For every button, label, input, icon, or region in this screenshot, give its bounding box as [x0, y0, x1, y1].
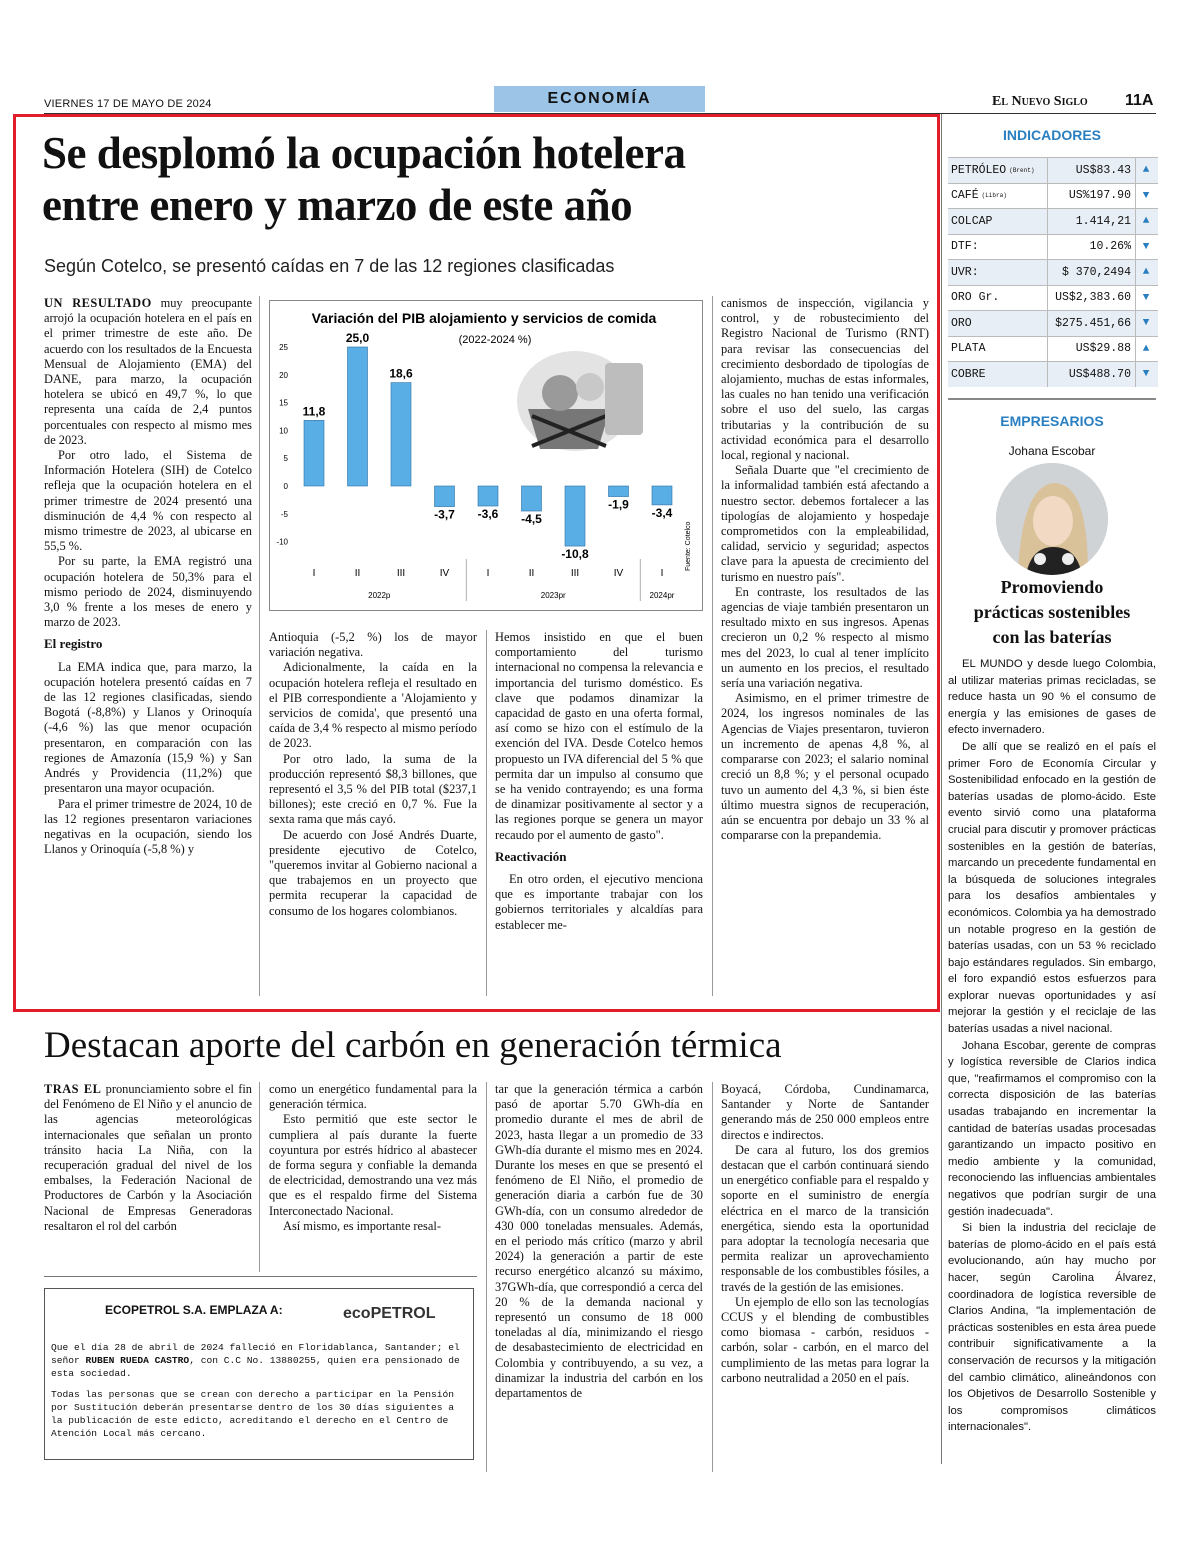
- paragraph: En contraste, los resultados de las agencias de viaje también presentaron un resultado mixto en sus ingresos. Apenas crecieron un 0,2 % respecto al mismo mes del 2023, lo cual al tener implícito un aumento en los precios, el resultado sería una variación negativa.: [721, 584, 929, 691]
- paragraph: Por otro lado, la suma de la producción representó $8,3 billones, que representó el 3,5 % del PIB total ($237,1 billones); este creció en 0,7 %. Fue la sexta rama que más cayó.: [269, 751, 477, 827]
- group-label: 2023pr: [540, 591, 566, 600]
- x-tick-label: II: [528, 568, 535, 579]
- indicator-row: [948, 183, 1158, 209]
- chart-y-axis: [276, 343, 288, 547]
- chart-x-axis: [313, 559, 675, 601]
- chart-subtitle: (2022-2024 %): [458, 334, 532, 346]
- article1-column-4: [721, 296, 929, 843]
- arrow-up-icon: ▲: [1142, 215, 1150, 228]
- indicator-name: COLCAP: [948, 209, 1048, 234]
- article2-column-4: [721, 1082, 929, 1386]
- chart-bar: [435, 486, 455, 507]
- indicator-name: ORO Gr.: [948, 286, 1048, 311]
- indicator-row: [948, 361, 1158, 387]
- indicator-row: [948, 336, 1158, 362]
- arrow-up-icon: ▲: [1142, 266, 1150, 279]
- subhead: Reactivación: [495, 848, 567, 864]
- column-divider: [486, 630, 487, 996]
- indicator-value: $ 370,2494: [1048, 260, 1136, 285]
- paragraph: Para el primer trimestre de 2024, 10 de las 12 regiones presentaron variaciones negativas en la ocupación, siendo los Llanos y Orinoquía (-5,8 %) y: [44, 796, 252, 857]
- ad-divider: [44, 1276, 477, 1277]
- arrow-down-icon: ▼: [1142, 368, 1150, 381]
- x-tick-label: I: [486, 568, 490, 579]
- basket-illustration: [517, 351, 643, 451]
- author-photo: [996, 463, 1108, 575]
- issue-date: VIERNES 17 DE MAYO DE 2024: [44, 98, 212, 110]
- y-tick-label: -5: [280, 509, 288, 519]
- arrow-down-icon: ▼: [1142, 291, 1150, 304]
- indicator-row: [948, 285, 1158, 311]
- paragraph: En otro orden, el ejecutivo menciona que es importante trabajar con los gobiernos territoriales y alcaldías para establecer me-: [495, 872, 703, 932]
- notice-paragraph: Todas las personas que se crean con derecho a participar en la Pensión por Sustitución deberán presentarse dentro de los 30 días siguientes a la publicación de este edicto, acreditando el derecho en el Centro de Atención Local más cercano.: [51, 1389, 455, 1439]
- article1-column-3: [495, 630, 703, 933]
- data-label: 25,0: [345, 331, 370, 345]
- article2-column-1: [44, 1082, 252, 1234]
- portrait-image: [996, 463, 1108, 575]
- article1-column-1: [44, 296, 252, 857]
- paragraph: tar que la generación térmica a carbón pasó de aportar 5.70 GWh-día en promedio durante el mes de abril de 2023, hasta llegar a un promedio de 33 GWh-día durante el mismo mes en 2024. Durante los meses en que se presentó el fenómeno de El Niño, el promedio de generación diaria a carbón fue de 30 GWh-día, con un consumo alrededor de 430 000 toneladas mensuales. Además, en el periodo más crítico (marzo y abril 2024) la generación a partir de este recurso energético alcanzó su máximo, 37GWh-día, que correspondió a cerca del 20 % de la demanda nacional y representó un consumo de 18 000 toneladas al día, minimizando el riesgo de desabastecimiento de electricidad en Colombia y contribuyendo, a su vez, a dinamizar la industria del carbón en los departamentos de: [495, 1082, 703, 1401]
- subhead: El registro: [44, 636, 103, 652]
- data-label: 18,6: [389, 366, 413, 381]
- headline-line-1: Se desplomó la ocupación hotelera: [42, 128, 686, 178]
- paragraph: Boyacá, Córdoba, Cundinamarca, Santander y Norte de Santander generando más de 250 000 empleos entre directos e indirectos.: [721, 1082, 929, 1142]
- indicator-row: [948, 157, 1158, 183]
- sidebar-body: [948, 656, 1156, 1436]
- sidebar-rule: [948, 398, 1156, 400]
- data-label: -10,8: [561, 547, 589, 562]
- x-tick-label: IV: [613, 568, 624, 579]
- column-divider: [486, 1082, 487, 1472]
- indicator-row: [948, 208, 1158, 234]
- data-label: -1,9: [608, 497, 629, 512]
- paragraph: La EMA indica que, para marzo, la ocupación hotelera presentó caídas en 7 de las 12 regiones clasificadas, siendo Bogotá (-8,8%) y Llanos y Orinoquía (-4,6 %) las que menor ocupación presentaron, en comparación con las regiones de Amazonía (15,9 %) y San Andrés y Providencia (11,2%) que presentaron una mayor ocupación.: [44, 659, 252, 796]
- indicator-row: [948, 310, 1158, 336]
- x-tick-label: I: [660, 568, 664, 579]
- indicator-value: US$488.70: [1048, 362, 1136, 387]
- x-tick-label: III: [396, 568, 406, 579]
- arrow-down-icon: ▼: [1142, 317, 1150, 330]
- paragraph: Antioquia (-5,2 %) los de mayor variación negativa.: [269, 630, 477, 660]
- paragraph: Un ejemplo de ello son las tecnologías CCUS y el blending de combustibles como biomasa - carbón, residuos - carbón, solar - carbón, en el marco del cumplimiento de las metas para lograr la carbono neutralidad a 2050 en el país.: [721, 1294, 929, 1385]
- arrow-down-icon: ▼: [1142, 240, 1150, 253]
- paragraph: Por otro lado, el Sistema de Información Hotelera (SIH) de Cotelco refleja que la ocupación hotelera en el primer trimestre de 2024 presentó una disminución de 4,4 % con respecto al mismo trimestre de 2023, al ubicarse en 55,5 %.: [44, 448, 252, 554]
- lead-in: UN RESULTADO: [44, 296, 152, 310]
- paragraph: EL MUNDO y desde luego Colombia, al utilizar materias primas recicladas, se reduce hasta un 90 % el consumo de energía y las emisiones de gases de efecto invernadero.: [948, 658, 1156, 737]
- chart-bar: [348, 347, 368, 486]
- chart-bar: [565, 486, 585, 546]
- article2-headline: Destacan aporte del carbón en generación térmica: [44, 1025, 782, 1066]
- notice-paragraph: Que el día 28 de abril de 2024 falleció en Floridablanca, Santander; el señor RUBEN RUEDA CASTRO, con C.C No. 13880255, quien era pensionado de esta sociedad.: [51, 1342, 460, 1379]
- y-tick-label: 5: [283, 454, 288, 464]
- indicator-name: UVR:: [948, 260, 1048, 285]
- chart-source: Fuente: Cotelco: [685, 521, 692, 571]
- column-divider: [712, 296, 713, 996]
- data-label: -3,4: [651, 505, 673, 520]
- ecopetrol-logo: ecoPETROL: [343, 1305, 436, 1322]
- section-banner: ECONOMÍA: [494, 86, 705, 112]
- x-tick-label: IV: [439, 568, 450, 579]
- headline-line-3: con las baterías: [992, 627, 1112, 647]
- article1-column-2: [269, 630, 477, 919]
- paragraph: Señala Duarte que "el crecimiento de la informalidad también está afectando a nuestro sector. debemos fortalecer a las tipologías de alojamiento y hospedaje comprometidos con la empleabilidad, calidad, servicio y seguridad; aspectos clave para la apuesta de crecimiento del turismo en nuestro país".: [721, 463, 929, 584]
- y-tick-label: 0: [283, 482, 288, 491]
- sidebar-headline: [948, 575, 1156, 650]
- indicator-note: (Libra): [981, 192, 1007, 200]
- indicator-name: PLATA: [948, 337, 1048, 362]
- arrow-up-icon: ▲: [1142, 342, 1150, 355]
- paragraph: De cara al futuro, los dos gremios destacan que el carbón continuará siendo un energético confiable para el respaldo y soporte en el suministro de energía eléctrica en el marco de la transición energética, siendo esta la oportunidad para adoptar la tecnología necesaria que permita realizar un aprovechamiento responsable de los combustibles fósiles, a través de la gestión de las emisiones.: [721, 1142, 929, 1294]
- ecopetrol-notice: [44, 1288, 474, 1460]
- x-tick-label: III: [570, 568, 580, 579]
- article2-column-2: [269, 1082, 477, 1234]
- paragraph: Hemos insistido en que el buen comportamiento del turismo internacional no compensa la relevancia e importancia del turismo doméstico. Es clave que podamos dinamizar la capacidad de gasto en una oferta formal, así como se hizo con el estímulo de la exención del IVA. Desde Cotelco hemos propuesto un IVA diferencial del 5 % que permita dar un impulso al consumo que se ha venido contrayendo; es una forma de dinamizar positivamente al sector y a las regiones porque se genera un mayor recaudo por el aumento de gasto".: [495, 630, 703, 842]
- article1-subtitle: Según Cotelco, se presentó caídas en 7 de las 12 regiones clasificadas: [44, 256, 615, 276]
- y-tick-label: 15: [279, 398, 288, 408]
- paragraph: [44, 296, 252, 448]
- article1-headline: [42, 127, 922, 231]
- chart-bar: [522, 486, 542, 511]
- x-tick-label: II: [354, 568, 361, 579]
- paragraph: [44, 1082, 252, 1234]
- chart-bar: [609, 486, 629, 497]
- paragraph: Johana Escobar, gerente de compras y logística reversible de Clarios indica que, "reafirmamos el compromiso con la correcta disposición de las baterías usadas trabajando en incrementar la cantidad de baterías usadas procesadas garantizando un impacto positivo en medio ambiente y la comunidad, reconociendo las influencias ambientales negativos que podrían surgir de una gestión inadecuada".: [948, 1039, 1156, 1218]
- indicators-table: [948, 157, 1158, 387]
- paragraph: Asimismo, en el primer trimestre de 2024, los ingresos nominales de las Agencias de Viajes presentaron, tuvieron un incremento de apenas 4,8 %, al compararse con 2023; el salario nominal creció un 8,8 %; y el personal ocupado tuvo un aumento del 4,3 %, si bien éste último muestra signos de recuperación, aún se encuentra por debajo un 33 % al compararse con la prepandemia.: [721, 691, 929, 843]
- arrow-up-icon: ▲: [1142, 164, 1150, 177]
- data-label: 11,8: [302, 404, 326, 419]
- chart-bar: [304, 420, 324, 486]
- indicator-name: ORO: [948, 311, 1048, 336]
- indicator-value: 10.26%: [1048, 235, 1136, 260]
- indicator-value: US$29.88: [1048, 337, 1136, 362]
- article2-column-3: [495, 1082, 703, 1401]
- indicator-row: [948, 259, 1158, 285]
- arrow-down-icon: ▼: [1142, 189, 1150, 202]
- indicator-value: US%197.90: [1048, 184, 1136, 209]
- column-divider: [259, 296, 260, 996]
- data-label: -3,6: [477, 507, 499, 522]
- group-label: 2022p: [368, 591, 391, 600]
- paragraph: canismos de inspección, vigilancia y control, y de robustecimiento del Registro Nacional de Turismo (RNT) para revisar las consecuencias del crecimiento desbordado de tipologías de alojamiento, muchas de estas informales, las cuales no han tenido una verificación sobre el uso del suelo, las cargas tributarias y la contribución de su actividad económica para el desarrollo local, regional y nacional.: [721, 296, 929, 463]
- paragraph: Adicionalmente, la caída en la ocupación hotelera refleja el resultado en el PIB correspondiente a 'Alojamiento y servicios de comida', que presentó una caída de 3,4 % respecto al mismo período de 2023.: [269, 660, 477, 751]
- group-label: 2024pr: [649, 591, 675, 600]
- indicator-row: [948, 234, 1158, 260]
- column-divider: [259, 1082, 260, 1272]
- notice-text: [51, 1341, 469, 1440]
- chart-svg: [270, 301, 704, 612]
- chart-bar: [391, 383, 411, 486]
- paragraph: De allí que se realizó en el país el primer Foro de Economía Circular y Sostenibilidad enfocado en la gestión de baterías usadas de plomo-ácido. Este evento sirvió como una plataforma crucial para discutir y promover prácticas sostenibles en la gestión de baterías, marcando un precedente fundamental en la búsqueda de soluciones integrales para los desafíos ambientales y económicos. Colombia ya ha demostrado un notable progreso en la gestión de baterías usadas, con un 53 % reciclado bajo estándares regulados. Sin embargo, el foro expandió estos esfuerzos para explorar nuevas oportunidades y así mejorar la gestión y el reciclaje de las baterías usadas a nivel nacional.: [948, 740, 1156, 1036]
- indicator-value: US$83.43: [1048, 158, 1136, 183]
- chart-bar: [652, 486, 672, 505]
- paragraph: De acuerdo con José Andrés Duarte, presidente ejecutivo de Cotelco, "queremos invitar al Gobierno nacional a que trabajemos en un proyecto que permita recuperar la capacidad de consumo de los hogares colombianos.: [269, 827, 477, 918]
- page-number: 11A: [1125, 92, 1154, 109]
- paragraph-text: muy preocupante arrojó la ocupación hotelera en el país en el primer trimestre de este año. De acuerdo con los resultados de la Encuesta Mensual de Alojamiento (EMA) del DANE, para marzo, la ocupación hotelera se ubicó en 49,7 %, lo que representa una caída de 2,4 puntos porcentuales con respecto al mismo mes de 2023.: [44, 296, 252, 447]
- lead-in: TRAS EL: [44, 1082, 102, 1096]
- y-tick-label: 20: [279, 370, 288, 380]
- paragraph: Esto permitió que este sector le cumpliera al país durante la fuerte coyuntura por estrés hídrico al abastecer de forma segura y confiable la demanda de electricidad, demostrando una vez más que es el respaldo firme del Sistema Interconectado Nacional.: [269, 1112, 477, 1218]
- y-tick-label: -10: [276, 537, 288, 547]
- y-tick-label: 25: [279, 343, 288, 352]
- indicator-name: PETRÓLEO (Brent): [948, 158, 1048, 183]
- gdp-chart: [269, 300, 703, 611]
- indicator-value: $275.451,66: [1048, 311, 1136, 336]
- x-tick-label: I: [312, 568, 316, 579]
- paragraph-text: pronunciamiento sobre el fin del Fenómeno de El Niño y el anuncio de las agencias meteorológicas internacionales que señalan un pronto tránsito hacia La Niña, con la recuperación gradual del nivel de los embalses, la Federación Nacional de Productores de Carbón y la Asociación Nacional de Empresas Generadoras resaltaron el rol del carbón: [44, 1082, 252, 1233]
- indicator-name: COBRE: [948, 362, 1048, 387]
- indicator-name: CAFÉ (Libra): [948, 184, 1048, 209]
- paragraph: Así mismo, es importante resal-: [283, 1218, 441, 1233]
- data-label: -4,5: [521, 512, 542, 527]
- deceased-name: RUBEN RUEDA CASTRO: [85, 1355, 190, 1366]
- indicator-name: DTF:: [948, 235, 1048, 260]
- notice-heading: ECOPETROL S.A. EMPLAZA A:: [105, 1303, 283, 1317]
- author-name: Johana Escobar: [1008, 444, 1096, 458]
- paragraph: Por su parte, la EMA registró una ocupación hotelera de 50,3% para el mismo periodo de 2024, disminuyendo 3,0 % frente a los meses de enero y marzo de 2023.: [44, 554, 252, 630]
- chart-bar: [478, 486, 498, 506]
- masthead-logo: El Nuevo Siglo: [992, 94, 1088, 109]
- headline-line-2: entre enero y marzo de este año: [42, 180, 633, 230]
- empresarios-title: EMPRESARIOS: [1000, 413, 1104, 429]
- headline-line-2: prácticas sostenibles: [973, 602, 1131, 622]
- data-label: -3,7: [434, 507, 455, 522]
- headline-line-1: Promoviendo: [1000, 577, 1104, 597]
- sidebar-divider: [941, 114, 942, 1464]
- indicator-value: 1.414,21: [1048, 209, 1136, 234]
- indicator-note: (Brent): [1009, 166, 1035, 174]
- column-divider: [712, 1082, 713, 1472]
- indicator-value: US$2,383.60: [1048, 286, 1136, 311]
- paragraph: Si bien la industria del reciclaje de baterías de plomo-ácido en el país está evolucionando, aún hay mucho por hacer, según Carolina Álvarez, coordinadora de logística reversible de Clarios Andina, "la implementación de prácticas sostenibles en esta área puede contribuir significativamente a la conservación de recursos y la mitigación del cambio climático, alineándonos con los Objetivos de Desarrollo Sostenible y los compromisos climáticos internacionales".: [948, 1222, 1156, 1434]
- y-tick-label: 10: [279, 426, 288, 436]
- chart-title: Variación del PIB alojamiento y servicios de comida: [311, 310, 657, 326]
- indicators-title: INDICADORES: [1002, 127, 1101, 143]
- paragraph: como un energético fundamental para la generación térmica.: [269, 1082, 477, 1112]
